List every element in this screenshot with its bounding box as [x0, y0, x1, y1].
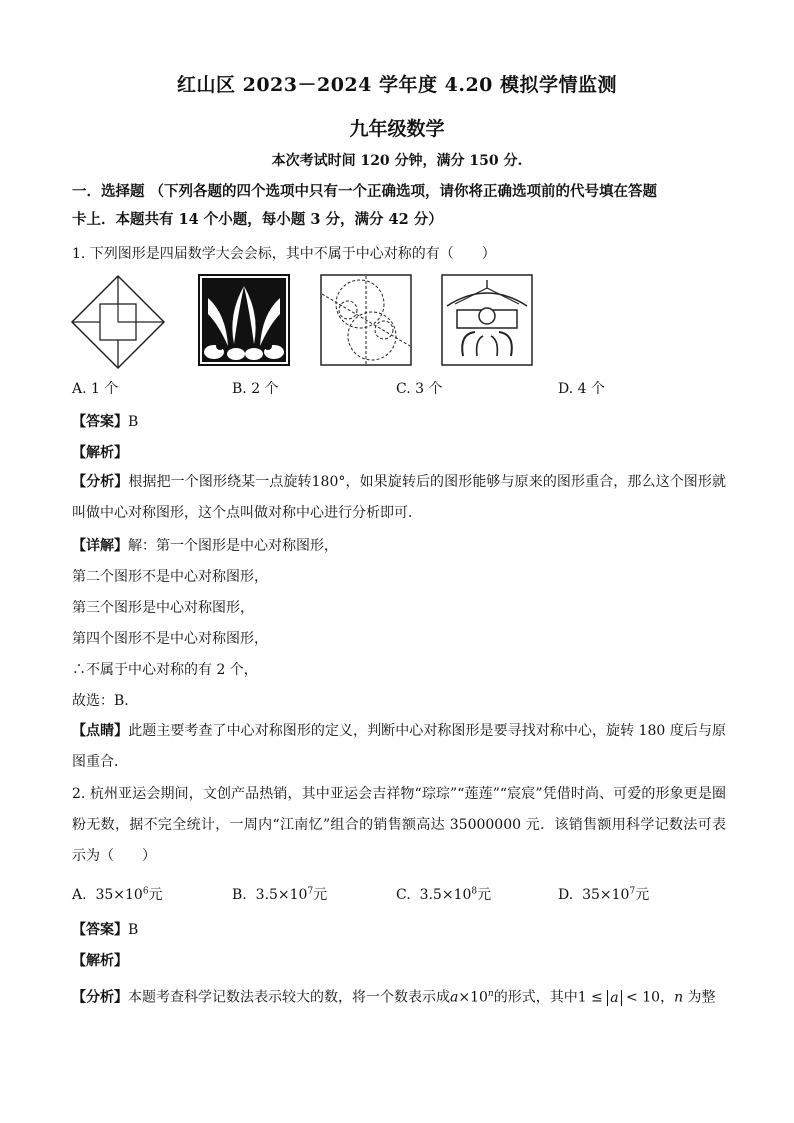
q2-fenxi-label: 【分析】	[72, 989, 128, 1006]
q2-option-a-exp: 6	[142, 886, 149, 897]
q1-detail-line-4: 第四个图形不是中心对称图形，	[72, 631, 268, 647]
q1-analysis-label-text: 【解析】	[72, 445, 128, 461]
q2-analysis-label-text: 【解析】	[72, 953, 128, 969]
q2-option-a	[72, 884, 163, 904]
pavilion-logo	[441, 274, 533, 366]
q1-answer-row	[72, 412, 732, 432]
q2-option-b-unit: 元	[313, 887, 328, 903]
q1-answer: B	[128, 414, 139, 430]
q2-option-c-label: C.	[396, 887, 411, 903]
q2-fenxi-ineq-a: a	[610, 989, 619, 1006]
q1-analysis-label	[72, 443, 732, 463]
q1-fenxi-text: 根据把一个图形绕某一点旋转180°，如果旋转后的图形能够与原来的图形重合，那么这个图形就叫做中心对称图形，这个点叫做对称中心进行分析即可．	[72, 474, 726, 521]
exam-title: 红山区 2023－2024 学年度 4.20 模拟学情监测	[177, 74, 617, 96]
q2-fenxi-ineq-left: 1 ≤	[577, 989, 608, 1006]
q1-fenxi-label: 【分析】	[72, 474, 129, 490]
q2-option-d-times: ×10	[599, 887, 630, 903]
q2-fenxi-post-n: n	[674, 989, 684, 1006]
q2-fenxi	[72, 984, 732, 1008]
q2-fenxi-form-a: a	[450, 989, 459, 1006]
q1-option-d: D. 4 个	[558, 381, 605, 397]
q2-fenxi-pre: 本题考查科学记数法表示较大的数，将一个数表示成	[128, 989, 450, 1006]
q2-option-b	[232, 884, 327, 904]
q2-answer: B	[128, 922, 139, 938]
q2-option-a-unit: 元	[148, 887, 163, 903]
q1-comment-label: 【点睛】	[72, 723, 129, 739]
q2-option-a-coef: 35	[95, 887, 114, 903]
exam-subtitle: 九年级数学	[349, 118, 445, 140]
q2-fenxi-mid: 的形式，其中	[493, 989, 578, 1006]
q1-detail-line-3: 第三个图形是中心对称图形，	[72, 600, 254, 616]
q1-comment-text: 此题主要考查了中心对称图形的定义，判断中心对称图形是要寻找对称中心，旋转 180 度后与原图重合．	[72, 723, 727, 770]
q1-option-c: C. 3 个	[396, 381, 443, 397]
q1-option-a: A. 1 个	[72, 381, 119, 397]
q2-answer-label: 【答案】	[72, 922, 128, 938]
q1-answer-label: 【答案】	[72, 414, 128, 430]
leaf-fountain-logo	[198, 274, 290, 366]
q2-analysis-label	[72, 951, 732, 971]
q2-fenxi-form-n: n	[487, 989, 494, 999]
q2-option-d-coef: 35	[582, 887, 600, 903]
q2-option-d-label: D.	[558, 887, 574, 903]
section-heading-line2: 卡上．本题共有 14 个小题，每小题 3 分，满分 42 分）	[72, 211, 443, 228]
q2-option-d-exp: 7	[629, 886, 636, 897]
q1-stem: 1. 下列图形是四届数学大会会标，其中不属于中心对称的有（ ）	[72, 246, 496, 262]
q2-option-d-unit: 元	[635, 887, 650, 903]
q2-fenxi-ineq-right: < 10	[621, 989, 661, 1006]
dashed-circles-logo	[320, 274, 412, 366]
q2-option-b-exp: 7	[307, 886, 314, 897]
q1-comment	[72, 716, 726, 778]
q1-detail-row	[72, 536, 732, 556]
q2-option-c-exp: 8	[471, 886, 478, 897]
exam-info: 本次考试时间 120 分钟，满分 150 分.	[271, 153, 523, 169]
q2-fenxi-post: 为整	[683, 989, 716, 1006]
q2-option-b-times: ×10	[277, 887, 308, 903]
q2-option-c-times: ×10	[441, 887, 472, 903]
q2-fenxi-sep: ，	[660, 989, 675, 1006]
q1-detail-line-5: ∴不属于中心对称的有 2 个，	[72, 662, 258, 678]
q1-detail-label: 【详解】	[72, 538, 128, 554]
q1-option-b: B. 2 个	[232, 381, 279, 397]
section-heading-line1: 一．选择题 （下列各题的四个选项中只有一个正确选项，请你将正确选项前的代号填在答题	[72, 183, 658, 200]
q2-option-c-coef: 3.5	[419, 887, 442, 903]
q1-detail-line-2: 第二个图形不是中心对称图形，	[72, 569, 268, 585]
q2-stem: 2. 杭州亚运会期间，文创产品热销，其中亚运会吉祥物“琮琮”“莲莲”“宸宸”凭借时尚、可爱的形象更是圈粉无数，据不完全统计，一周内“江南忆”组合的销售额高达 35000000 元．该销售额用科学记数法可表示为（ ）	[72, 786, 726, 864]
q2-option-b-label: B.	[232, 887, 247, 903]
q2-option-d	[558, 884, 649, 904]
q2-option-b-coef: 3.5	[255, 887, 278, 903]
q1-fenxi	[72, 467, 726, 529]
square-pinwheel-logo	[70, 274, 166, 370]
q2-option-c	[396, 884, 491, 904]
q2-fenxi-abs	[607, 990, 621, 1006]
q2-option-c-unit: 元	[477, 887, 492, 903]
q1-detail-line-6: 故选：B．	[72, 693, 139, 709]
q2-option-a-label: A.	[72, 887, 87, 903]
q2-option-a-times: ×10	[113, 887, 143, 903]
q1-detail-line-1: 解：第一个图形是中心对称图形，	[128, 538, 338, 554]
q2-answer-row	[72, 920, 732, 940]
q2-fenxi-form-mid: ×10	[458, 989, 488, 1006]
